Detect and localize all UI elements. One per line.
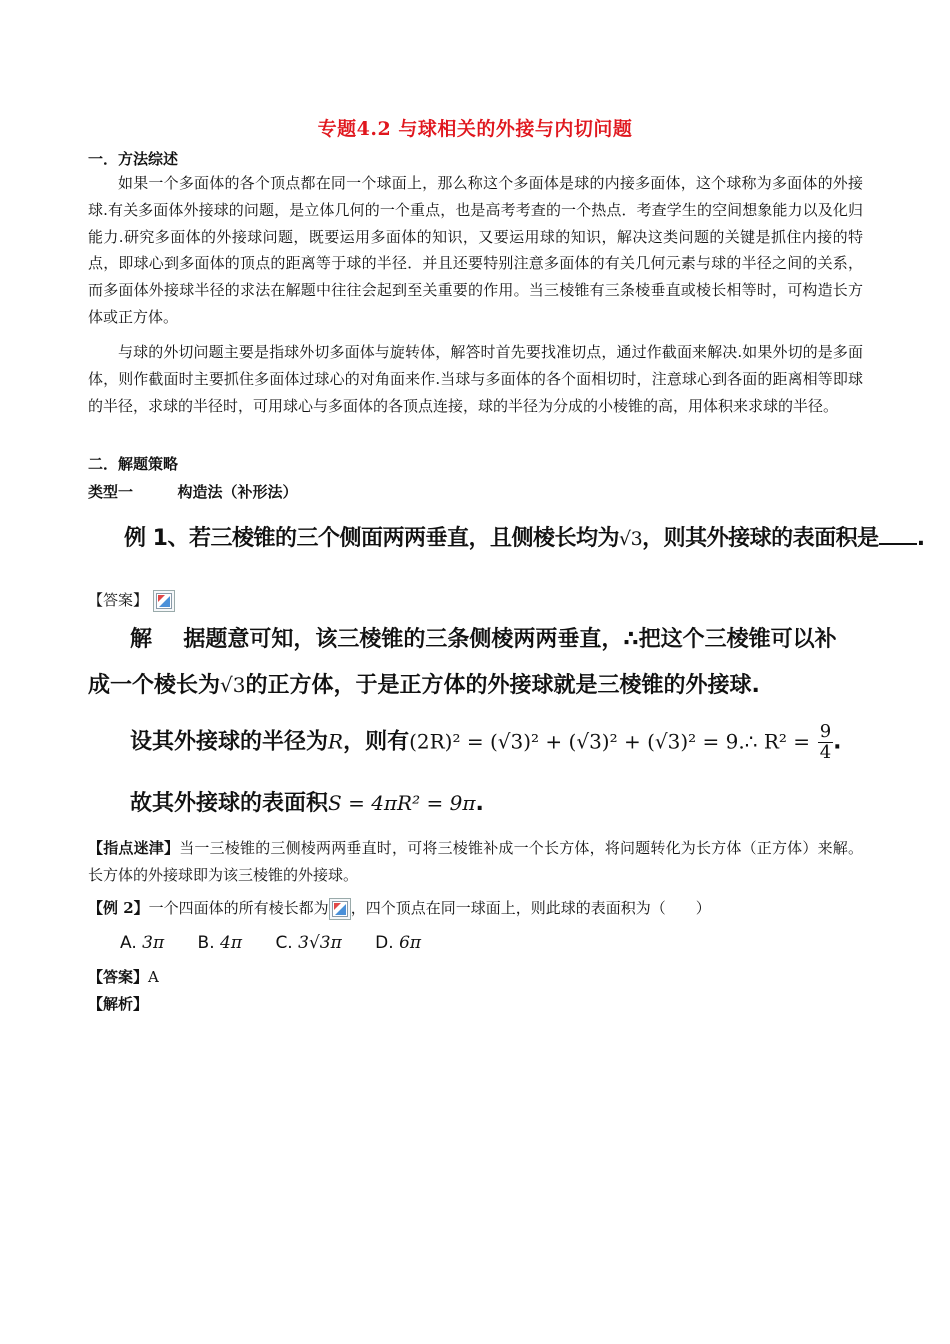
option-letter: B. bbox=[197, 933, 215, 953]
solution-period-3: . bbox=[833, 729, 842, 755]
solution-line-3 bbox=[130, 722, 842, 763]
solution-sqrt-3: √3 bbox=[220, 673, 246, 697]
solution-text-3b: ，则有 bbox=[343, 729, 410, 755]
solution-line-2 bbox=[88, 668, 760, 699]
example-2-text-b: ，四个顶点在同一球面上，则此球的表面积为（ ） bbox=[350, 899, 711, 917]
type-heading bbox=[88, 481, 298, 502]
section-heading-method: 一．方法综述 bbox=[88, 150, 179, 168]
example-1-text-end: ，则其外接球的表面积是 bbox=[642, 526, 879, 551]
example-1-text: 例 1、若三棱锥的三个侧面两两垂直，且侧棱长均为 bbox=[124, 526, 619, 551]
option-value: 6π bbox=[399, 933, 422, 953]
option-a bbox=[120, 933, 164, 953]
example-1-sqrt: √3 bbox=[618, 528, 643, 550]
answer-2-label: 【答案】 bbox=[88, 968, 149, 986]
fraction-numerator: 9 bbox=[819, 721, 832, 742]
fraction-denominator: 4 bbox=[819, 742, 832, 763]
tip-label: 【指点迷津】 bbox=[88, 839, 180, 857]
tip-text: 当一三棱锥的三侧棱两两垂直时，可将三棱锥补成一个长方体，将问题转化为长方体（正方体）来解。长方体的外接球即为该三棱锥的外接球。 bbox=[88, 839, 863, 884]
broken-image-icon bbox=[329, 898, 351, 920]
option-value: 3π bbox=[142, 933, 165, 953]
solution-text-2b: 的正方体，于是正方体的外接球就是三棱锥的外接球. bbox=[245, 673, 760, 698]
type-label: 类型一 bbox=[88, 483, 134, 501]
solution-line-1 bbox=[130, 622, 837, 653]
example-2-options bbox=[120, 933, 449, 953]
option-letter: C. bbox=[275, 933, 293, 953]
type-name: 构造法（补形法） bbox=[177, 483, 298, 501]
fraction-nine-fourths bbox=[818, 722, 833, 763]
section-heading-strategy: 二．解题策略 bbox=[88, 455, 179, 473]
solution-text-1: 据题意可知，该三棱锥的三条侧棱两两垂直，∴把这个三棱锥可以补 bbox=[183, 627, 837, 652]
option-d bbox=[375, 933, 421, 953]
example-2-question bbox=[88, 897, 711, 920]
option-value: 4π bbox=[220, 933, 243, 953]
paragraph-method-1: 如果一个多面体的各个顶点都在同一个球面上，那么称这个多面体是球的内接多面体，这个球称为多面体的外接球.有关多面体外接球的问题，是立体几何的一个重点，也是高考考查的一个热点．考查学生的空间想象能力以及化归能力.研究多面体的外接球问题，既要运用多面体的知识，又要运用球的知识，解决这类问题的关键是抓住内接的特点，即球心到多面体的顶点的距离等于球的半径．并且还要特别注意多面体的有关几何元素与球的半径之间的关系，而多面体外接球半径的求法在解题中往往会起到至关重要的作用。当三棱锥有三条棱垂直或棱长相等时，可构造长方体或正方体。 bbox=[88, 174, 863, 326]
broken-image-icon bbox=[153, 590, 175, 612]
answer-blank bbox=[879, 525, 917, 545]
answer-2-row bbox=[88, 966, 159, 987]
option-c bbox=[275, 933, 341, 953]
example-1-period: . bbox=[916, 526, 925, 551]
option-value: 3√3π bbox=[298, 933, 342, 953]
option-letter: A. bbox=[120, 933, 137, 953]
page-title: 专题4.2 与球相关的外接与内切问题 bbox=[317, 118, 633, 140]
answer-label: 【答案】 bbox=[88, 591, 149, 609]
radius-symbol: R bbox=[328, 729, 344, 754]
example-1-question bbox=[124, 521, 925, 552]
radius-equation: (2R)² = (√3)² + (√3)² + (√3)² = 9.∴ R² = bbox=[409, 729, 811, 754]
paragraph-method-2: 与球的外切问题主要是指球外切多面体与旋转体，解答时首先要找准切点，通过作截面来解决.如果外切的是多面体，则作截面时主要抓住多面体过球心的对角面来作.当球与多面体的各个面相切时，注意球心到各面的距离相等即球的半径，求球的半径时，可用球心与多面体的各顶点连接，球的半径为分成的小棱锥的高，用体积来求球的半径。 bbox=[88, 343, 863, 415]
example-2-text-a: 一个四面体的所有棱长都为 bbox=[148, 899, 329, 917]
answer-2-value: A bbox=[148, 968, 159, 986]
answer-1-row bbox=[88, 589, 175, 612]
analysis-label: 【解析】 bbox=[88, 995, 149, 1013]
option-b bbox=[198, 933, 242, 953]
solution-text-2a: 成一个棱长为 bbox=[88, 673, 221, 698]
example-2-label: 【例 2】 bbox=[88, 899, 149, 917]
solution-line-4 bbox=[130, 786, 484, 817]
surface-area-equation: S = 4πR² = 9π bbox=[328, 791, 476, 815]
solution-text-3a: 设其外接球的半径为 bbox=[130, 729, 329, 755]
solution-text-4a: 故其外接球的表面积 bbox=[130, 791, 329, 816]
solution-jie: 解 bbox=[130, 627, 153, 652]
solution-period-4: . bbox=[475, 791, 484, 816]
tip-paragraph bbox=[88, 835, 863, 889]
option-letter: D. bbox=[375, 933, 394, 953]
